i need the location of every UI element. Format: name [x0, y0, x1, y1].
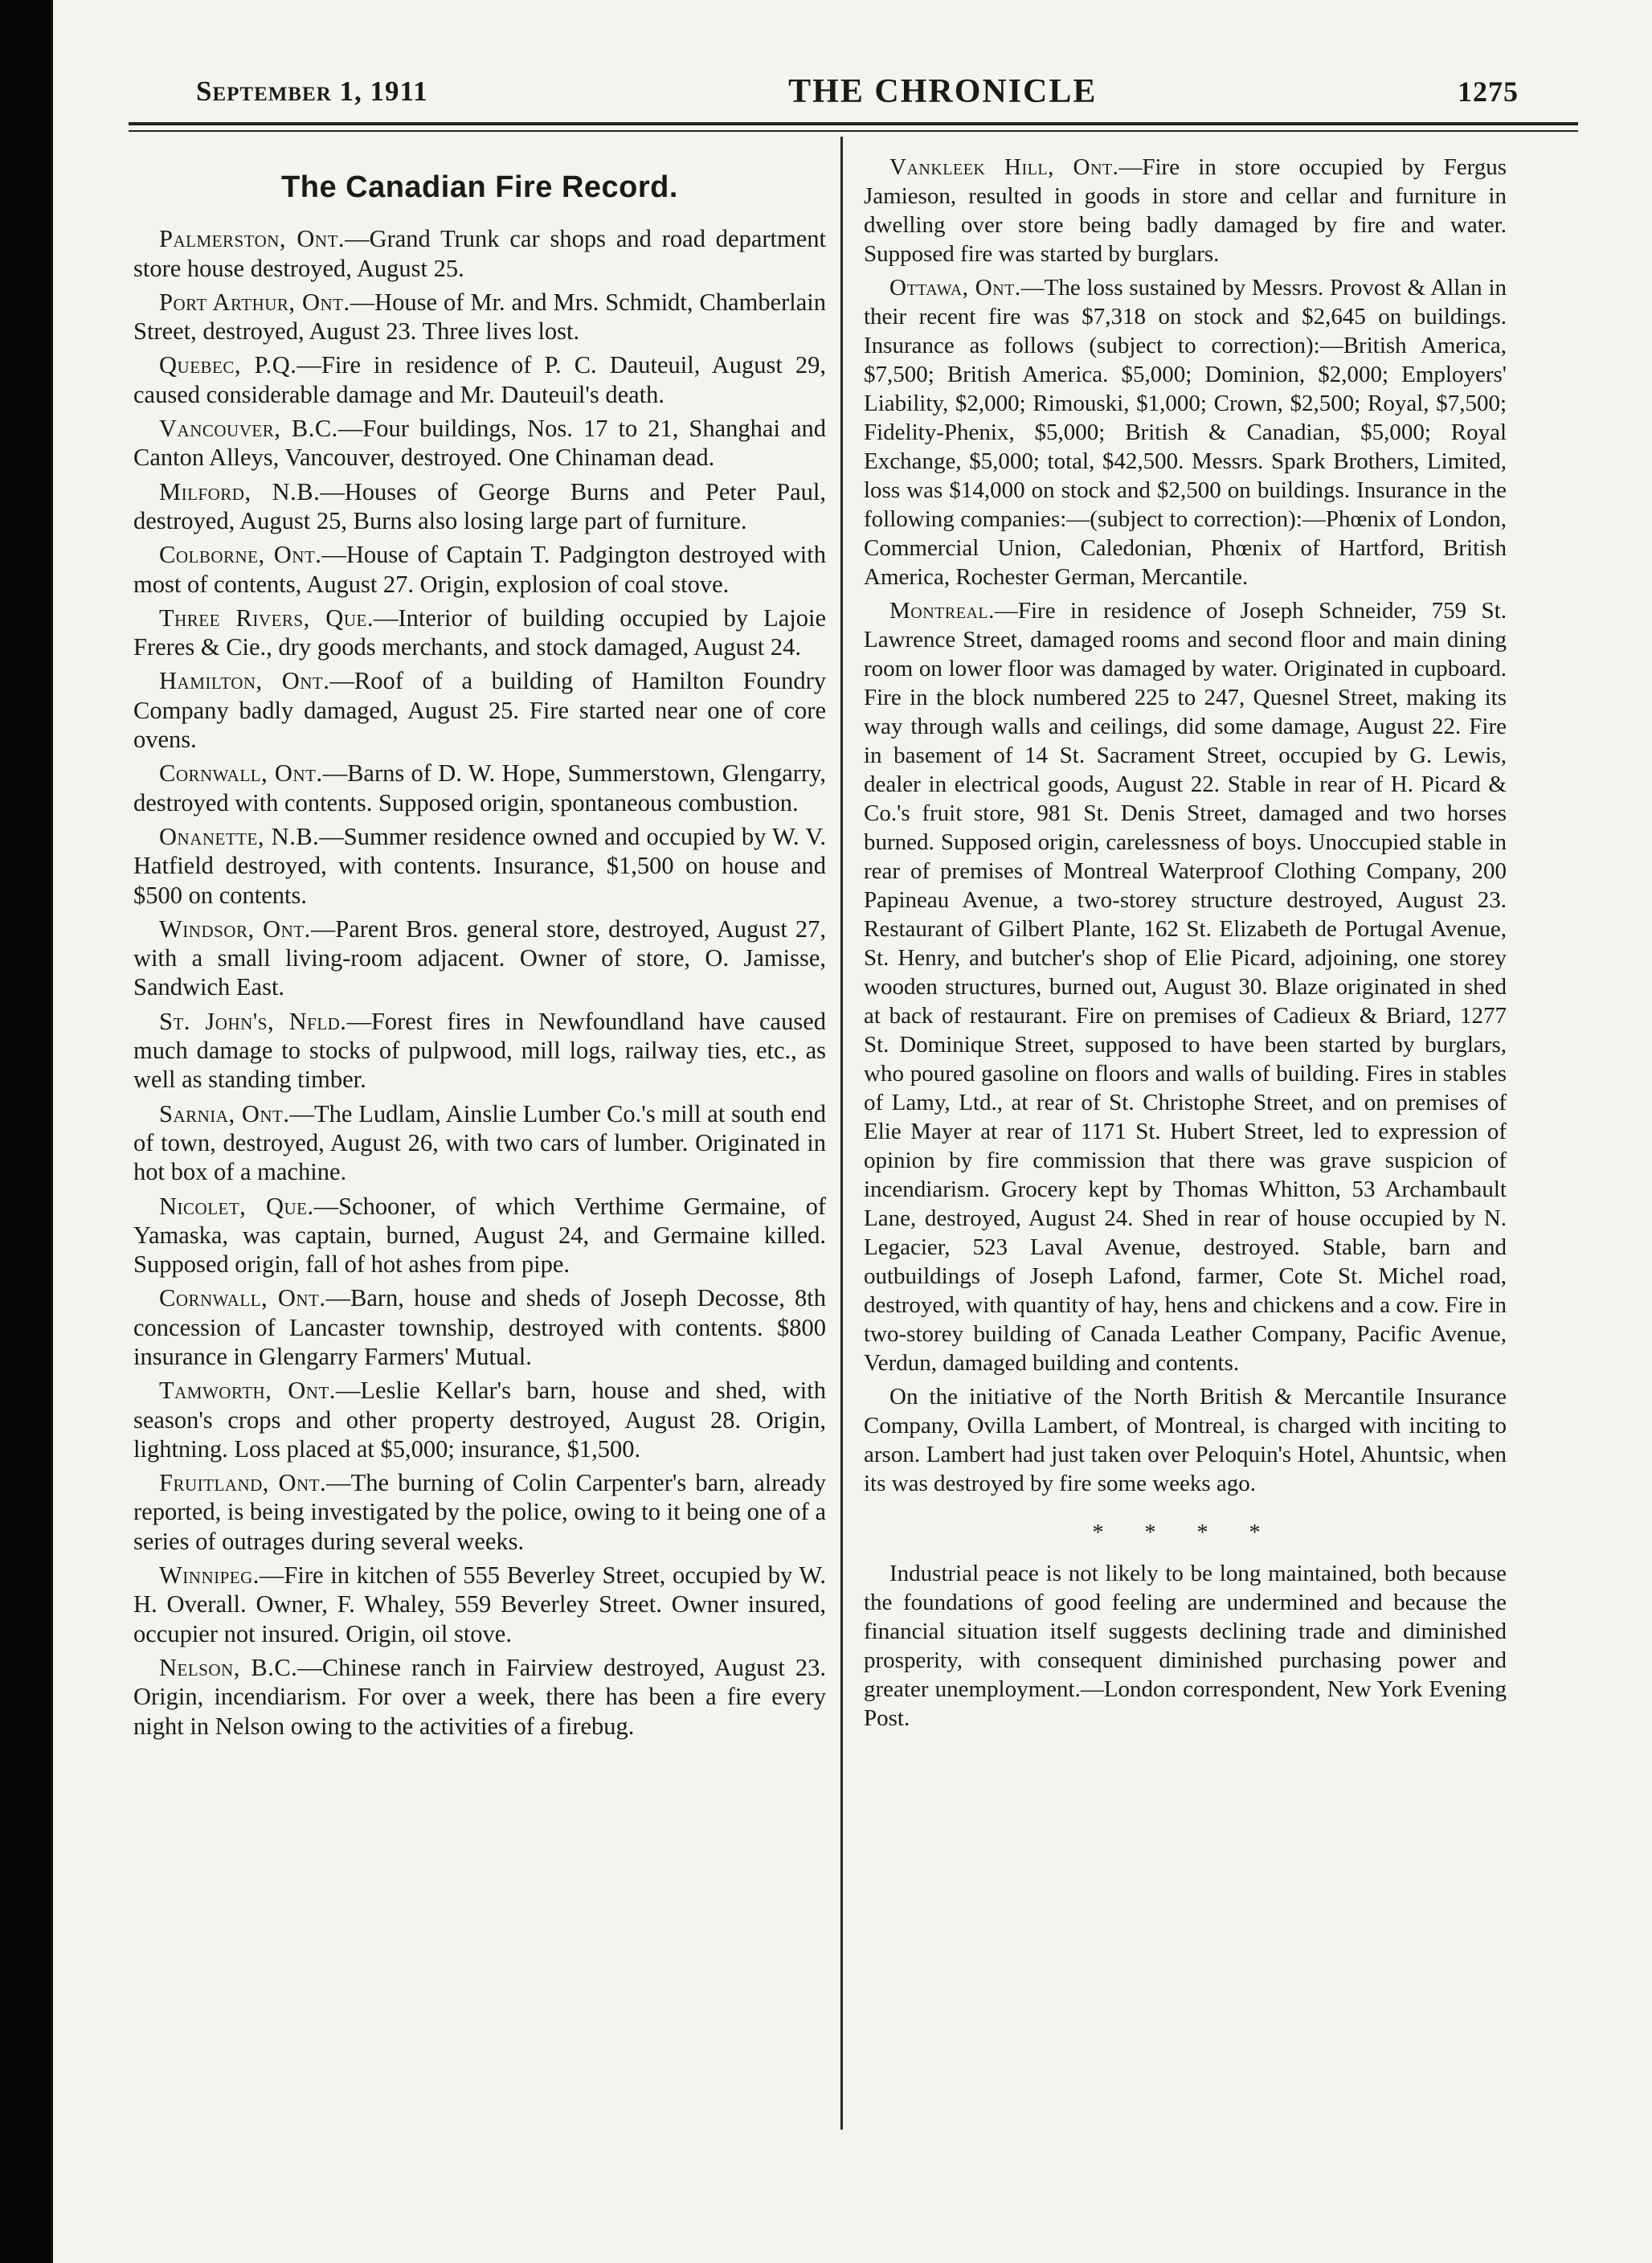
entry-place: Nicolet, Que.	[159, 1192, 314, 1220]
entry-text: —Four buildings, Nos. 17 to 21, Shanghai and Canton Alleys, Vancouver, destroyed. One Chinaman dead.	[133, 415, 826, 472]
entry-text: —Leslie Kellar's barn, house and shed, with season's crops and other property destroyed, August 28. Origin, lightning. Loss placed at $5,000; insurance, $1,500.	[133, 1377, 826, 1463]
entry-place: Quebec, P.Q.	[159, 351, 297, 379]
entry-text: —Fire in residence of Joseph Schneider, 759 St. Lawrence Street, damaged rooms and second floor and main dining room on lower floor was damaged by water. Originated in cupboard. Fire in the block numbered 225 to 247, Quesnel Street, making its way through walls and ceilings, did some damage, August 22. Fire in basement of 14 St. Sacrament Street, occupied by G. Lewis, dealer in electrical goods, August 22. Stable in rear of H. Picard & Co.'s fruit store, 981 St. Denis Street, damaged and two horses burned. Supposed origin, carelessness of boys. Unoccupied stable in rear of premises of Montreal Waterproof Clothing Company, 200 Papineau Avenue, a two-storey structure destroyed, August 23. Restaurant of Gilbert Plante, 162 St. Elizabeth de Portugal Avenue, St. Henry, and butcher's shop of Elie Picard, adjoining, one storey wooden structures, burned out, August 30. Blaze originated in shed at back of restaurant. Fire on premises of Cadieux & Briard, 1277 St. Dominique Street, supposed to have been started by burglars, who poured gasoline on floors and walls of building. Fires in stables of Lamy, Ltd., at rear of St. Christophe Street, and on premises of Elie Mayer at rear of 1171 St. Hubert Street, led to expression of opinion by fire commission that there was grave suspicion of incendiarism. Grocery kept by Thomas Whitton, 53 Archambault Lane, destroyed, August 24. Shed in rear of house occupied by N. Legacier, 523 Laval Avenue, destroyed. Stable, barn and outbuildings of Joseph Lafond, farmer, Cote St. Michel road, destroyed, with quantity of hay, hens and chickens and a cow. Fire in two-storey building of Canada Leather Company, Pacific Avenue, Verdun, damaged building and contents.	[864, 598, 1507, 1376]
fire-record-entry	[133, 288, 826, 346]
entry-text: —Fire in residence of P. C. Dauteuil, August 29, caused considerable damage and Mr. Dauteuil's death.	[133, 351, 827, 408]
fire-record-entry	[133, 1376, 826, 1463]
fire-record-entry	[133, 666, 826, 754]
entry-place: Ottawa, Ont.	[889, 275, 1021, 301]
fire-record-entry	[133, 1283, 826, 1371]
entry-place: Colborne, Ont.	[159, 541, 322, 569]
fire-record-entry	[133, 1561, 826, 1648]
fire-record-entry	[133, 1192, 826, 1279]
section-title: The Canadian Fire Record.	[281, 170, 678, 204]
publication-title: THE CHRONICLE	[788, 73, 1098, 110]
entry-text: —Grand Trunk car shops and road department store house destroyed, August 25.	[133, 225, 826, 282]
issue-date: September 1, 1911	[196, 76, 428, 107]
fire-record-entry	[133, 224, 826, 283]
section-separator: * * * *	[1092, 1520, 1278, 1545]
entry-place: Onanette, N.B.	[159, 822, 320, 850]
page-number: 1275	[1457, 76, 1519, 108]
fire-record-entry	[864, 153, 1507, 268]
entry-place: Hamilton, Ont.	[159, 667, 330, 695]
entry-place: Vancouver, B.C.	[159, 415, 338, 443]
entry-text: —The loss sustained by Messrs. Provost & Allan in their recent fire was $7,318 on stock and $2,645 on buildings. Insurance as follows (subject to correction):—British America, $7,500; British America. $5,000; Dominion, $2,000; Employers' Liability, $2,000; Rimouski, $1,000; Crown, $2,500; Royal, $7,500; Fidelity-Phenix, $5,000; British & Canadian, $5,000; Royal Exchange, $5,000; total, $42,500. Messrs. Spark Brothers, Limited, loss was $14,000 on stock and $2,500 on buildings. Insurance in the following companies:—(subject to correction):—Phœnix of London, Commercial Union, Caledonian, Phœnix of Hartford, British America, Rochester German, Mercantile.	[864, 275, 1507, 590]
entry-place: Winnipeg.	[159, 1561, 260, 1590]
entry-text: —House of Captain T. Padgington destroyed with most of contents, August 27. Origin, explosion of coal stove.	[133, 541, 826, 598]
column-divider	[840, 137, 843, 2130]
closing-paragraph: Industrial peace is not likely to be long maintained, both because the foundations of good feeling are undermined and because the financial situation itself suggests declining trade and diminished prosperity, with consequent diminished purchasing power and greater unemployment.—London correspondent, New York Evening Post.	[864, 1561, 1507, 1731]
entry-text: —House of Mr. and Mrs. Schmidt, Chamberlain Street, destroyed, August 23. Three lives lost.	[133, 288, 826, 346]
fire-record-entry	[864, 273, 1507, 591]
entry-text: —The Ludlam, Ainslie Lumber Co.'s mill at south end of town, destroyed, August 26, with two cars of lumber. Originated in hot box of a machine.	[133, 1099, 827, 1186]
entry-text: —Fire in kitchen of 555 Beverley Street, occupied by W. H. Overall. Owner, F. Whaley, 559 Beverley Street. Owner insured, occupier not insured. Origin, oil stove.	[133, 1561, 826, 1647]
fire-record-entry	[133, 604, 826, 662]
fire-record-entry	[864, 596, 1507, 1377]
fire-record-entry	[133, 1653, 826, 1741]
entry-text: —Barn, house and sheds of Joseph Decosse, 8th concession of Lancaster township, destroyed with contents. $800 insurance in Glengarry Farmers' Mutual.	[133, 1284, 827, 1370]
entry-place: Montreal.	[889, 598, 995, 624]
entry-text: On the initiative of the North British & Mercantile Insurance Company, Ovilla Lambert, of Montreal, is charged with inciting to arson. Lambert had just taken over Peloquin's Hotel, Ahuntsic, when its was destroyed by fire some weeks ago.	[864, 1384, 1507, 1496]
fire-record-entry	[133, 822, 826, 910]
header-rule	[129, 122, 1578, 125]
entry-text: —Forest fires in Newfoundland have caused much damage to stocks of pulpwood, mill logs, railway ties, etc., as well as standing timber.	[133, 1007, 826, 1094]
header-rule-thin	[129, 130, 1578, 132]
entry-text: —Schooner, of which Verthime Germaine, of Yamaska, was captain, burned, August 24, and Germaine killed. Supposed origin, fall of hot ashes from pipe.	[133, 1192, 826, 1279]
fire-record-entry	[133, 759, 826, 817]
fire-record-entry	[133, 540, 826, 599]
right-column	[864, 153, 1507, 1737]
entry-place: Nelson, B.C.	[159, 1653, 298, 1681]
entry-place: St. John's, Nfld.	[159, 1007, 347, 1035]
entry-place: Port Arthur, Ont.	[159, 288, 350, 316]
fire-record-entry	[133, 915, 826, 1002]
entry-place: Tamworth, Ont.	[159, 1377, 336, 1405]
entry-text: —Barns of D. W. Hope, Summerstown, Glengarry, destroyed with contents. Supposed origin, spontaneous combustion.	[133, 759, 826, 816]
entry-place: Fruitland, Ont.	[159, 1469, 327, 1497]
fire-record-entry	[133, 414, 826, 473]
entry-place: Sarnia, Ont.	[159, 1099, 290, 1127]
entry-place: Vankleek Hill, Ont.	[889, 154, 1119, 180]
entry-place: Three Rivers, Que.	[159, 604, 374, 632]
entry-place: Palmerston, Ont.	[159, 225, 346, 253]
fire-record-entry	[133, 1099, 826, 1187]
entry-text: —Houses of George Burns and Peter Paul, destroyed, August 25, Burns also losing large part of furniture.	[133, 477, 827, 534]
entry-text: —Interior of building occupied by Lajoie Freres & Cie., dry goods merchants, and stock damaged, August 24.	[133, 604, 826, 661]
fire-record-entry	[133, 1468, 826, 1556]
fire-record-entry	[133, 1007, 826, 1095]
fire-record-entry	[133, 350, 826, 409]
entry-place: Milford, N.B.	[159, 477, 321, 505]
entry-text: —Chinese ranch in Fairview destroyed, August 23. Origin, incendiarism. For over a week, there has been a fire every night in Nelson owing to the activities of a firebug.	[133, 1653, 826, 1740]
entry-place: Cornwall, Ont.	[159, 1284, 326, 1312]
page-header	[196, 71, 1519, 113]
fire-record-entry	[133, 477, 826, 536]
fire-record-entry	[864, 1382, 1507, 1498]
entry-place: Cornwall, Ont.	[159, 759, 323, 788]
entry-place: Windsor, Ont.	[159, 915, 311, 943]
left-column	[133, 157, 826, 1745]
entry-text: —Roof of a building of Hamilton Foundry Company badly damaged, August 25. Fire started near one of core ovens.	[133, 667, 826, 754]
entry-text: —The burning of Colin Carpenter's barn, already reported, is being investigated by the police, owing to it being one of a series of outrages during several weeks.	[133, 1469, 826, 1555]
entry-text: —Parent Bros. general store, destroyed, August 27, with a small living-room adjacent. Owner of store, O. Jamisse, Sandwich East.	[133, 915, 826, 1001]
entry-text: —Summer residence owned and occupied by W. V. Hatfield destroyed, with contents. Insurance, $1,500 on house and $500 on contents.	[133, 822, 826, 909]
entry-text: —Fire in store occupied by Fergus Jamieson, resulted in goods in store and cellar and furniture in dwelling over store being badly damaged by fire and water. Supposed fire was started by burglars.	[864, 154, 1507, 267]
